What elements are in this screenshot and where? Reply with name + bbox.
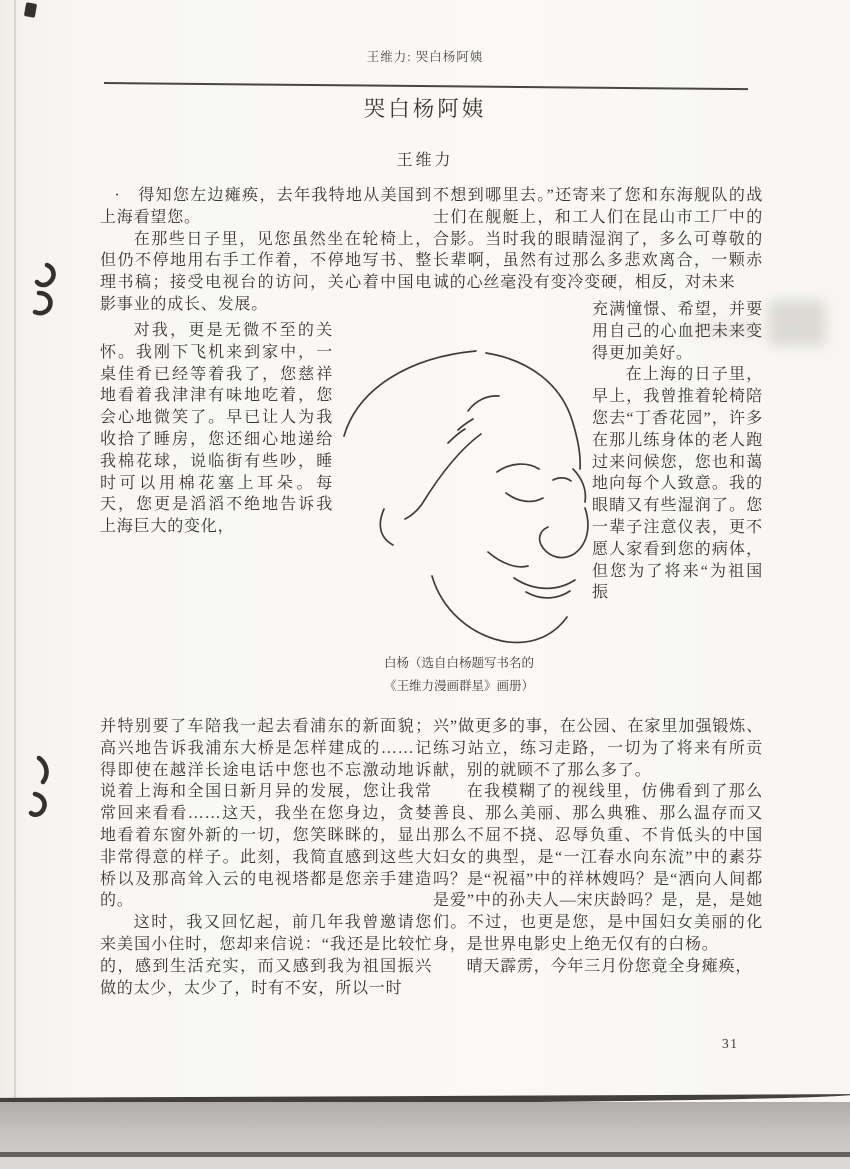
scan-bottom-margin xyxy=(0,1157,850,1169)
body-paragraph-continued: 不想到哪里去。”还寄来了您和东海舰队的战士们在舰艇上，和工人们在昆山市工厂中的合影。当时我的眼睛湿润了，多么可尊敬的长辈啊，虽然有过那么多悲欢离合，一颗赤诚的心丝毫没有变冷变硬，相反，对未来 xyxy=(433,187,763,292)
body-paragraph-continued: 兴”做更多的事，在公园、在家里加强锻炼、练习站立，练习走路，一切为了将来有所贡献，别的就顾不了那么多了。 xyxy=(433,718,763,779)
scan-corner-mark xyxy=(24,2,37,18)
body-paragraph: 在上海的日子里，早上，我曾推着轮椅陪您去“丁香花园”，许多在那儿练身体的老人跑过来问候您，您也和蔼地向每个人致意。我的眼睛又有些湿润了。您一辈子注意仪表，更不愿人家看到您的病体，但您为了将来“为祖国振 xyxy=(592,366,763,602)
body-paragraph-continued: 并特别要了车陪我一起去看浦东的新面貌；高兴地告诉我浦东大桥是怎样建成的……记得即使在越洋长途电话中您也不忘激动地诉说着上海和全国日新月异的发展，您让我常常回来看看……这天，我坐在您身边，贪婪地看着东窗外新的一切，您笑眯眯的，显出非常得意的样子。此刻，我简直感到这些大桥以及那高耸入云的电视塔都是您亲手建造的。 xyxy=(100,718,432,910)
left-column-top xyxy=(100,185,432,319)
article-author: 王维力 xyxy=(396,152,454,169)
binding-hole-marks-upper xyxy=(24,260,60,318)
right-column-top xyxy=(433,185,763,297)
caption-line-2: 《王维力漫画群星》画册） xyxy=(383,679,534,693)
binding-hole-marks-lower xyxy=(22,754,58,820)
body-paragraph-continued: 充满憧憬、希望，并要用自己的心血把未来变得更加美好。 xyxy=(592,301,763,362)
left-column-bottom xyxy=(100,716,432,1008)
body-paragraph: 在那些日子里，见您虽然坐在轮椅上，但仍不停地用右手工作着，不停地写书、整理书稿；接受电视台的访问，关心着中国电影事业的成长、发展。 xyxy=(100,230,432,313)
body-paragraph: 在我模糊了的视线里，仿佛看到了那么善良、那么美丽、那么典雅、那么温存而又那么不屈不挠、忍辱负重、不肯低头的中国妇女的典型，是“一江春水向东流”中的素芬吗？是“祝福”中的祥林嫂吗？是“洒向人间都是爱”中的孙夫人—宋庆龄吗？是，是，是她们。不过，也更是您，是中国妇女美丽的化身，是世界电影史上绝无仅有的白杨。 xyxy=(433,783,763,953)
illustration-caption xyxy=(326,652,592,698)
right-column-narrow xyxy=(592,299,763,711)
caption-line-1: 白杨（选自白杨题写书名的 xyxy=(383,656,534,670)
left-column-narrow xyxy=(100,320,333,714)
portrait-illustration xyxy=(330,338,610,648)
right-column-bottom xyxy=(433,716,763,1008)
bai-yang-line-art xyxy=(330,338,610,648)
running-header: 王维力: 哭白杨阿姨 xyxy=(366,50,484,64)
body-paragraph: 对我，更是无微不至的关怀。我刚下飞机来到家中，一桌佳肴已经等着我了，您慈祥地看着我津津有味地吃着，您会心地微笑了。早已让人为我收拾了睡房，您还细心地递给我棉花球，说临街有些吵，睡时可以用棉花塞上耳朵。每天，您更是滔滔不绝地告诉我上海巨大的变化， xyxy=(100,322,333,536)
page-number: 31 xyxy=(722,1036,739,1051)
article-title: 哭白杨阿姨 xyxy=(363,97,487,121)
body-paragraph: 晴天霹雳，今年三月份您竟全身瘫痪， xyxy=(466,957,753,975)
scan-smudge xyxy=(768,300,826,346)
scan-bottom-shadow xyxy=(0,1102,850,1153)
header-rule xyxy=(104,82,748,90)
body-paragraph: · 得知您左边瘫痪，去年我特地从美国到上海看望您。 xyxy=(100,187,432,226)
body-paragraph: 这时，我又回忆起，前几年我曾邀请您来美国小住时，您却来信说：“我还是比较忙的，感到生活充实，而又感到我为祖国振兴做的太少，太少了，时有不安，所以一时 xyxy=(100,914,432,997)
